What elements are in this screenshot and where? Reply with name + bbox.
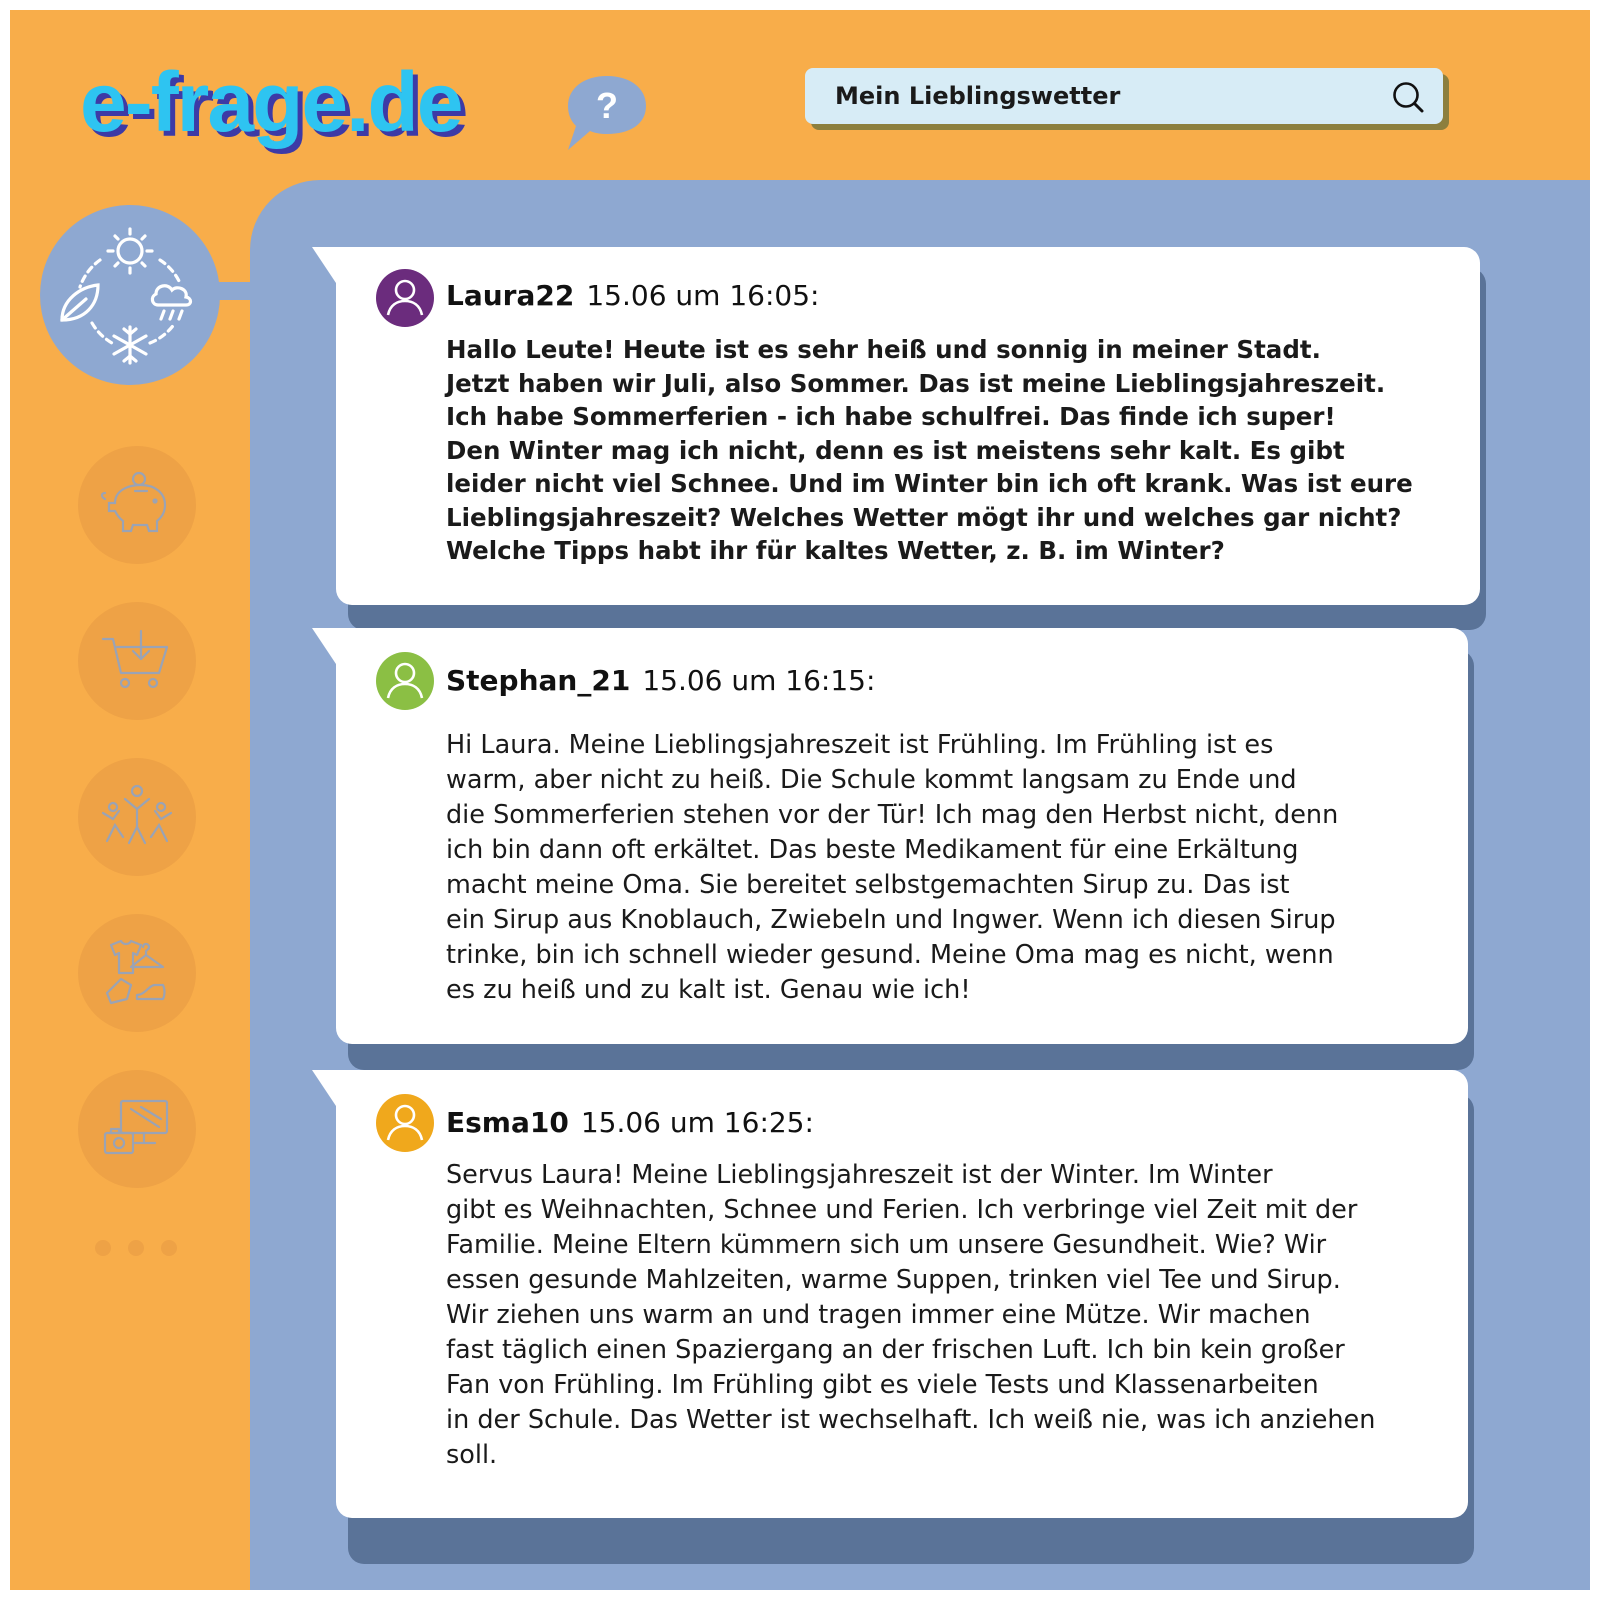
shopping-cart-icon: [97, 621, 177, 701]
post-line: ich bin dann oft erkältet. Das beste Medikament für eine Erkältung: [446, 835, 1299, 865]
sidebar-item-weather[interactable]: [40, 205, 220, 385]
sidebar-item-shopping[interactable]: [78, 602, 196, 720]
avatar[interactable]: [376, 269, 434, 327]
username[interactable]: Stephan_21: [446, 664, 631, 697]
more-dots-icon[interactable]: [95, 1240, 185, 1260]
search-icon[interactable]: [1391, 80, 1425, 114]
page-frame: [10, 10, 1590, 1590]
post-meta: [446, 664, 875, 697]
site-logo[interactable]: e-frage.de: [80, 55, 462, 149]
post-line: leider nicht viel Schnee. Und im Winter bin ich oft krank. Was ist eure: [446, 469, 1413, 498]
user-icon: [376, 1094, 434, 1152]
username[interactable]: Laura22: [446, 279, 575, 312]
username[interactable]: Esma10: [446, 1106, 569, 1139]
post-line: Hi Laura. Meine Lieblingsjahreszeit ist Frühling. Im Frühling ist es: [446, 730, 1274, 760]
post-line: trinke, bin ich schnell wieder gesund. Meine Oma mag es nicht, wenn: [446, 940, 1334, 970]
post-line: gibt es Weihnachten, Schnee und Ferien. Ich verbringe viel Zeit mit der: [446, 1195, 1358, 1225]
post-line: fast täglich einen Spaziergang an der frischen Luft. Ich bin kein großer: [446, 1335, 1345, 1365]
post-line: soll.: [446, 1440, 498, 1470]
avatar[interactable]: [376, 652, 434, 710]
post-line: ein Sirup aus Knoblauch, Zwiebeln und Ingwer. Wenn ich diesen Sirup: [446, 905, 1336, 935]
sidebar-item-finance[interactable]: [78, 446, 196, 564]
post-line: Wir ziehen uns warm an und tragen immer eine Mütze. Wir machen: [446, 1300, 1311, 1330]
timestamp: 15.06 um 16:25:: [580, 1106, 814, 1139]
post-body: [446, 1158, 1375, 1473]
post-line: warm, aber nicht zu heiß. Die Schule kommt langsam zu Ende und: [446, 765, 1297, 795]
post-line: in der Schule. Das Wetter ist wechselhaft. Ich weiß nie, was ich anziehen: [446, 1405, 1376, 1435]
post-line: Hallo Leute! Heute ist es sehr heiß und sonnig in meiner Stadt.: [446, 335, 1321, 364]
search-bar[interactable]: [805, 68, 1443, 124]
post-line: Servus Laura! Meine Lieblingsjahreszeit ist der Winter. Im Winter: [446, 1160, 1273, 1190]
dot: [95, 1240, 111, 1256]
post-line: die Sommerferien stehen vor der Tür! Ich mag den Herbst nicht, denn: [446, 800, 1339, 830]
post-line: Jetzt haben wir Juli, also Sommer. Das ist meine Lieblingsjahreszeit.: [446, 368, 1386, 398]
post-card: [336, 247, 1480, 605]
sidebar-item-media[interactable]: [78, 1070, 196, 1188]
post-line: Lieblingsjahreszeit? Welches Wetter mögt ihr und welches gar nicht?: [446, 502, 1402, 532]
post-line: es zu heiß und zu kalt ist. Genau wie ich!: [446, 975, 971, 1005]
post-line: Den Winter mag ich nicht, denn es ist meistens sehr kalt. Es gibt: [446, 435, 1345, 465]
seasons-weather-icon: [40, 205, 220, 385]
media-devices-icon: [97, 1089, 177, 1169]
dot: [128, 1240, 144, 1256]
user-icon: [376, 269, 434, 327]
post-line: essen gesunde Mahlzeiten, warme Suppen, trinken viel Tee und Sirup.: [446, 1265, 1341, 1295]
avatar[interactable]: [376, 1094, 434, 1152]
timestamp: 15.06 um 16:15:: [642, 664, 876, 697]
user-icon: [376, 652, 434, 710]
post-meta: [446, 279, 819, 312]
post-card: [336, 628, 1468, 1044]
search-input[interactable]: Mein Lieblingswetter: [835, 82, 1121, 110]
post-line: Ich habe Sommerferien - ich habe schulfrei. Das finde ich super!: [446, 402, 1336, 431]
post-body: [446, 728, 1338, 1008]
sidebar-item-fashion[interactable]: [78, 914, 196, 1032]
post-meta: [446, 1106, 814, 1139]
timestamp: 15.06 um 16:05:: [586, 279, 820, 312]
post-line: Fan von Frühling. Im Frühling gibt es viele Tests und Klassenarbeiten: [446, 1370, 1319, 1400]
post-card: [336, 1070, 1468, 1518]
post-body: [446, 333, 1413, 568]
clothes-icon: [97, 933, 177, 1013]
post-line: Welche Tipps habt ihr für kaltes Wetter, z. B. im Winter?: [446, 536, 1225, 565]
post-line: macht meine Oma. Sie bereitet selbstgemachten Sirup zu. Das ist: [446, 870, 1290, 900]
dot: [161, 1240, 177, 1256]
question-bubble-icon: [562, 68, 652, 158]
question-mark: ?: [596, 85, 618, 126]
post-line: Familie. Meine Eltern kümmern sich um unsere Gesundheit. Wie? Wir: [446, 1230, 1327, 1260]
piggy-bank-icon: [97, 465, 177, 545]
people-celebrating-icon: [97, 777, 177, 857]
sidebar-item-community[interactable]: [78, 758, 196, 876]
